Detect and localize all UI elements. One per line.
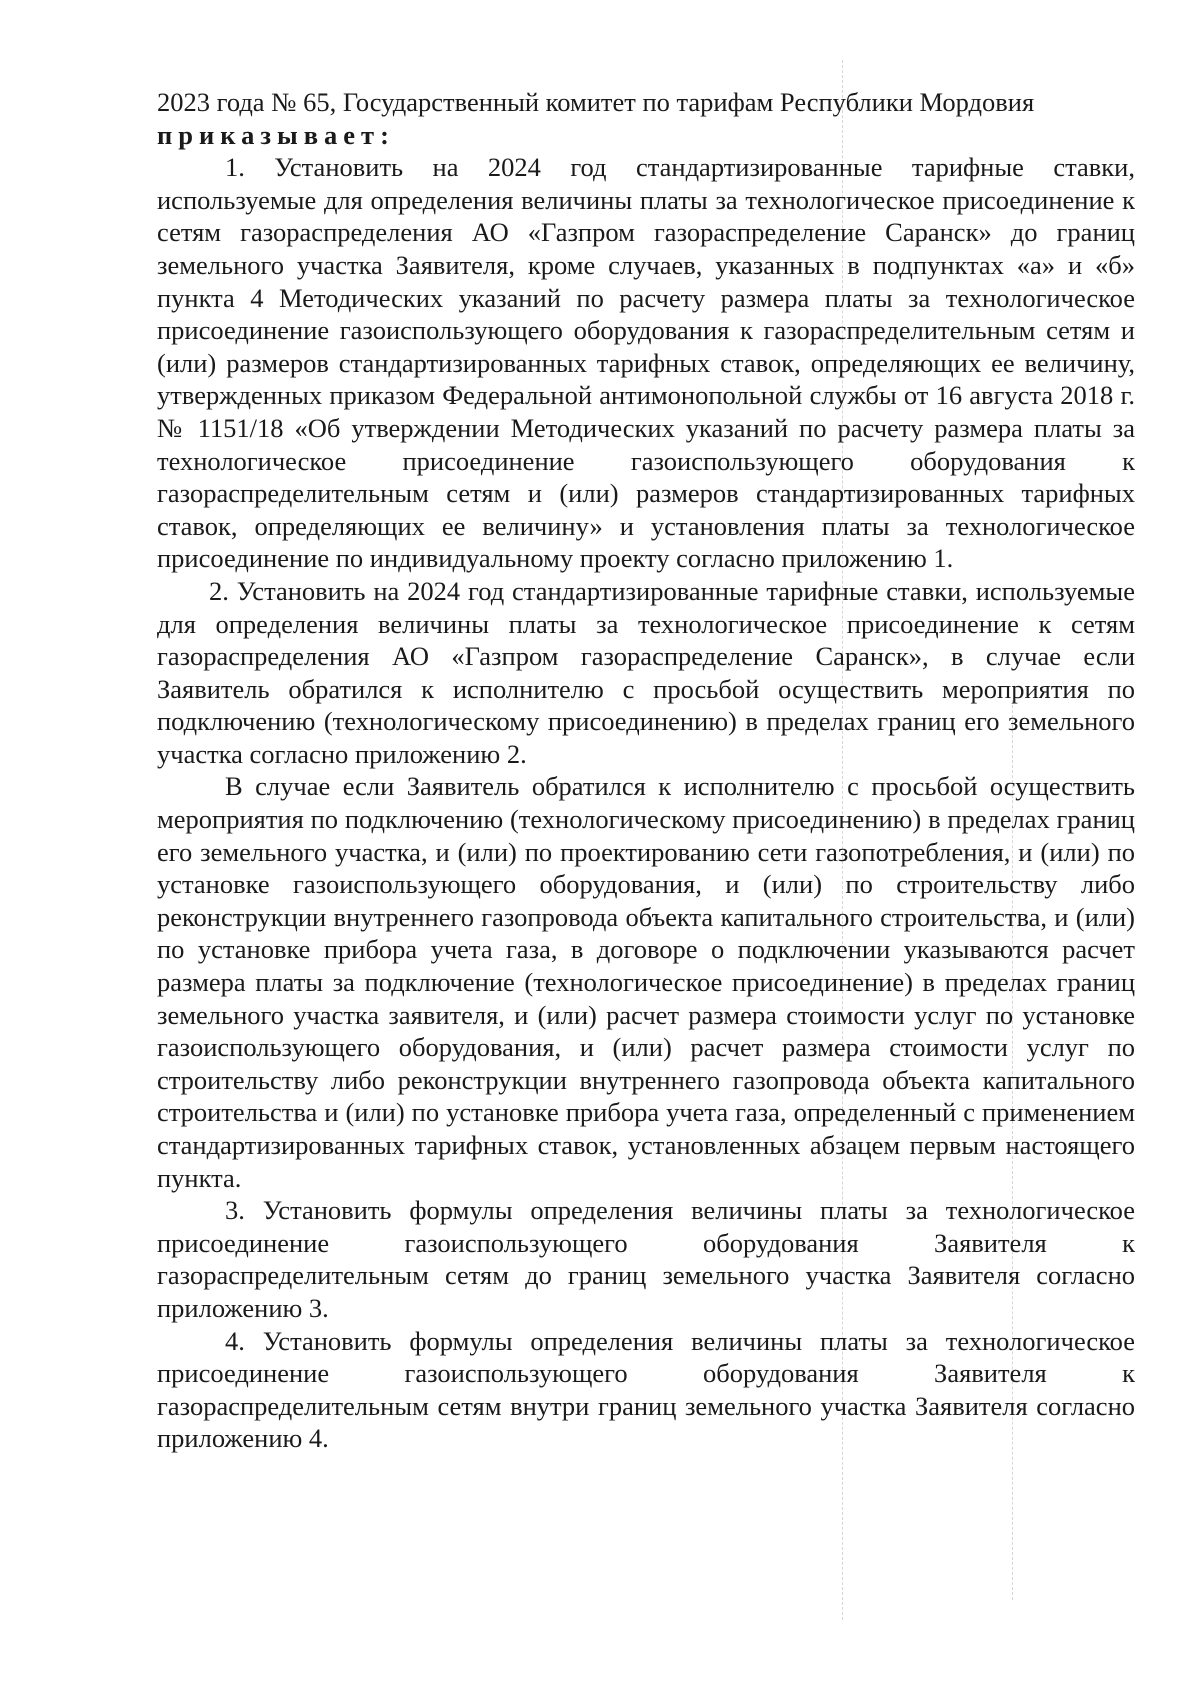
clause-2-subparagraph: В случае если Заявитель обратился к исполнителю с просьбой осуществить мероприятия по подключению (технологическому присоединению) в пределах границ его земельного участка, и (или) по проектированию сети газопотребления, и (или) по установке газоиспользующего оборудования, и (или) по строительству либо реконструкции внутреннего газопровода объекта капитального строительства, и (или) по установке прибора учета газа, в договоре о подключении указываются расчет размера платы за подключение (технологическое присоединение) в пределах границ земельного участка заявителя, и (или) расчет размера стоимости услуг по установке газоиспользующего оборудования, и (или) расчет размера стоимости услуг по строительству либо реконструкции внутреннего газопровода объекта капитального строительства и (или) по установке прибора учета газа, определенный с применением стандартизированных тарифных ставок, установленных абзацем первым настоящего пункта.: [157, 771, 1135, 1193]
intro-paragraph: [157, 86, 1135, 151]
clause-1: 1. Установить на 2024 год стандартизированные тарифные ставки, используемые для определения величины платы за технологическое присоединение к сетям газораспределения АО «Газпром газораспределение Саранск» до границ земельного участка Заявителя, кроме случаев, указанных в подпунктах «а» и «б» пункта 4 Методических указаний по расчету размера платы за технологическое присоединение газоиспользующего оборудования к газораспределительным сетям и (или) размеров стандартизированных тарифных ставок, определяющих ее величину, утвержденных приказом Федеральной антимонопольной службы от 16 августа 2018 г. № 1151/18 «Об утверждении Методических указаний по расчету размера платы за технологическое присоединение газоиспользующего оборудования к газораспределительным сетям и (или) размеров стандартизированных тарифных ставок, определяющих ее величину» и установления платы за технологическое присоединение по индивидуальному проекту согласно приложению 1.: [157, 152, 1135, 574]
document-body: [157, 86, 1135, 1455]
intro-text: 2023 года № 65, Государственный комитет по тарифам Республики Мордовия: [157, 87, 1035, 117]
orders-word: приказывает:: [157, 119, 395, 150]
clause-4: 4. Установить формулы определения величины платы за технологическое присоединение газоиспользующего оборудования Заявителя к газораспределительным сетям внутри границ земельного участка Заявителя согласно приложению 4.: [157, 1325, 1135, 1454]
clause-2: 2. Установить на 2024 год стандартизированные тарифные ставки, используемые для определения величины платы за технологическое присоединение к сетям газораспределения АО «Газпром газораспределение Саранск», в случае если Заявитель обратился к исполнителю с просьбой осуществить мероприятия по подключению (технологическому присоединению) в пределах границ его земельного участка согласно приложению 2.: [157, 575, 1135, 769]
clause-3: 3. Установить формулы определения величины платы за технологическое присоединение газоиспользующего оборудования Заявителя к газораспределительным сетям до границ земельного участка Заявителя согласно приложению 3.: [157, 1195, 1135, 1323]
